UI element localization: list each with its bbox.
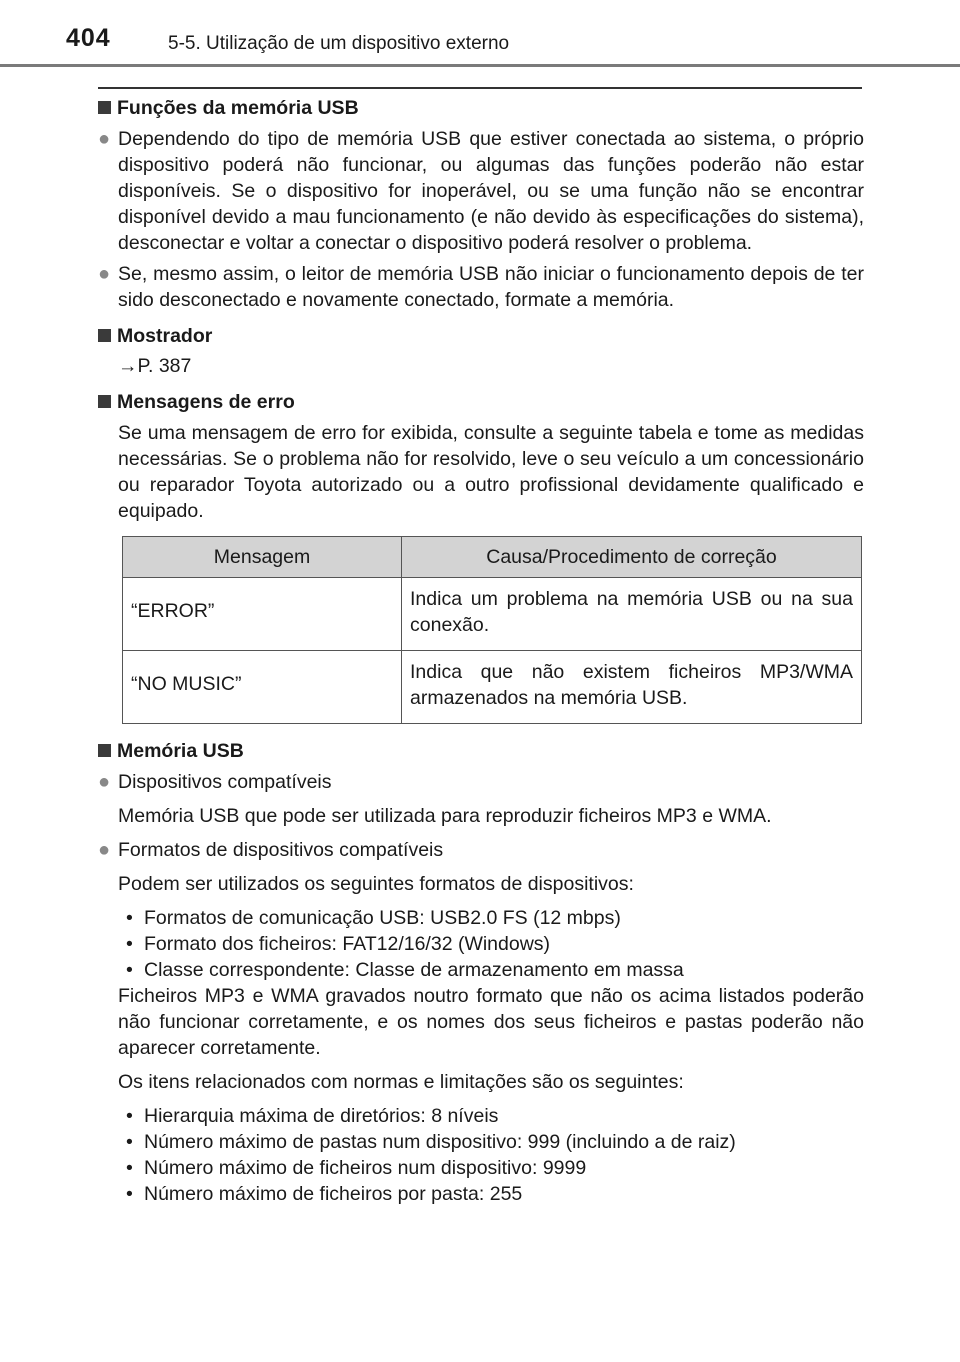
circle-bullet-icon: ● — [98, 263, 111, 285]
cell-cause: Indica um problema na memória USB ou na sua conexão. — [402, 578, 862, 651]
heading-usb-memory: Memória USB — [98, 738, 864, 764]
square-bullet-icon — [98, 395, 111, 408]
cell-message: “ERROR” — [123, 578, 402, 651]
page-content — [98, 95, 864, 1207]
heading-display: Mostrador — [98, 323, 864, 349]
cell-message: “NO MUSIC” — [123, 651, 402, 724]
square-bullet-icon — [98, 744, 111, 757]
header-divider — [0, 64, 960, 67]
list-item: • Número máximo de ficheiros por pasta: 255 — [126, 1183, 523, 1205]
list-item: • Hierarquia máxima de diretórios: 8 níveis — [126, 1105, 499, 1127]
table-row — [123, 578, 862, 651]
formats-list — [98, 905, 864, 983]
list-item: ● Formatos de dispositivos compatíveis — [98, 839, 444, 861]
list-item: • Formato dos ficheiros: FAT12/16/32 (Windows) — [126, 933, 551, 955]
list-item: ● Se, mesmo assim, o leitor de memória USB não iniciar o funcionamento depois de ter sido desconectado e novamente conectado, formate a memória. — [98, 263, 864, 311]
square-bullet-icon — [98, 329, 111, 342]
section-title: 5-5. Utilização de um dispositivo externo — [168, 33, 510, 54]
heading-usb-functions: Funções da memória USB — [98, 95, 864, 121]
circle-bullet-icon: ● — [98, 128, 111, 150]
square-bullet-icon — [98, 101, 111, 114]
table-header-row — [123, 537, 862, 578]
heading-error-messages: Mensagens de erro — [98, 389, 864, 415]
circle-bullet-icon: ● — [98, 839, 111, 861]
list-item: • Formatos de comunicação USB: USB2.0 FS (12 mbps) — [126, 907, 621, 929]
limits-list — [98, 1103, 864, 1207]
error-intro: Se uma mensagem de erro for exibida, consulte a seguinte tabela e tome as medidas necessárias. Se o problema não for resolvido, leve o seu veículo a um concessionário ou reparador Toyota autorizado ou a outro profissional devidamente qualificado e equipado. — [118, 422, 864, 522]
list-item: ● Dispositivos compatíveis — [98, 771, 332, 793]
column-header-message: Mensagem — [123, 537, 402, 578]
list-item: • Número máximo de ficheiros num dispositivo: 9999 — [126, 1157, 587, 1179]
compatible-text: Memória USB que pode ser utilizada para reproduzir ficheiros MP3 e WMA. — [118, 805, 772, 827]
content-top-divider — [98, 87, 862, 89]
limits-intro: Os itens relacionados com normas e limitações são os seguintes: — [118, 1071, 684, 1093]
page-header — [0, 0, 960, 66]
page-reference-link[interactable]: →P. 387 — [118, 355, 192, 377]
cell-cause: Indica que não existem ficheiros MP3/WMA armazenados na memória USB. — [402, 651, 862, 724]
circle-bullet-icon: ● — [98, 771, 111, 793]
list-item: ● Dependendo do tipo de memória USB que estiver conectada ao sistema, o próprio dispositivo poderá não funcionar, ou algumas das funções poderão não estar disponíveis. Se o dispositivo for inoperável, ou se uma função não se encontrar disponível devido a mau funcionamento (e não devido às especificações do sistema), desconectar e voltar a conectar o dispositivo poderá resolver o problema. — [98, 128, 864, 254]
page-number: 404 — [66, 24, 111, 52]
column-header-cause: Causa/Procedimento de correção — [402, 537, 862, 578]
list-item: • Classe correspondente: Classe de armazenamento em massa — [126, 959, 684, 981]
error-table — [122, 536, 862, 724]
list-item: • Número máximo de pastas num dispositivo: 999 (incluindo a de raiz) — [126, 1131, 736, 1153]
formats-intro: Podem ser utilizados os seguintes formatos de dispositivos: — [118, 873, 634, 895]
table-row — [123, 651, 862, 724]
formats-note: Ficheiros MP3 e WMA gravados noutro formato que não os acima listados poderão não funcionar corretamente, e os nomes dos seus ficheiros e pastas poderão não aparecer corretamente. — [118, 985, 864, 1059]
